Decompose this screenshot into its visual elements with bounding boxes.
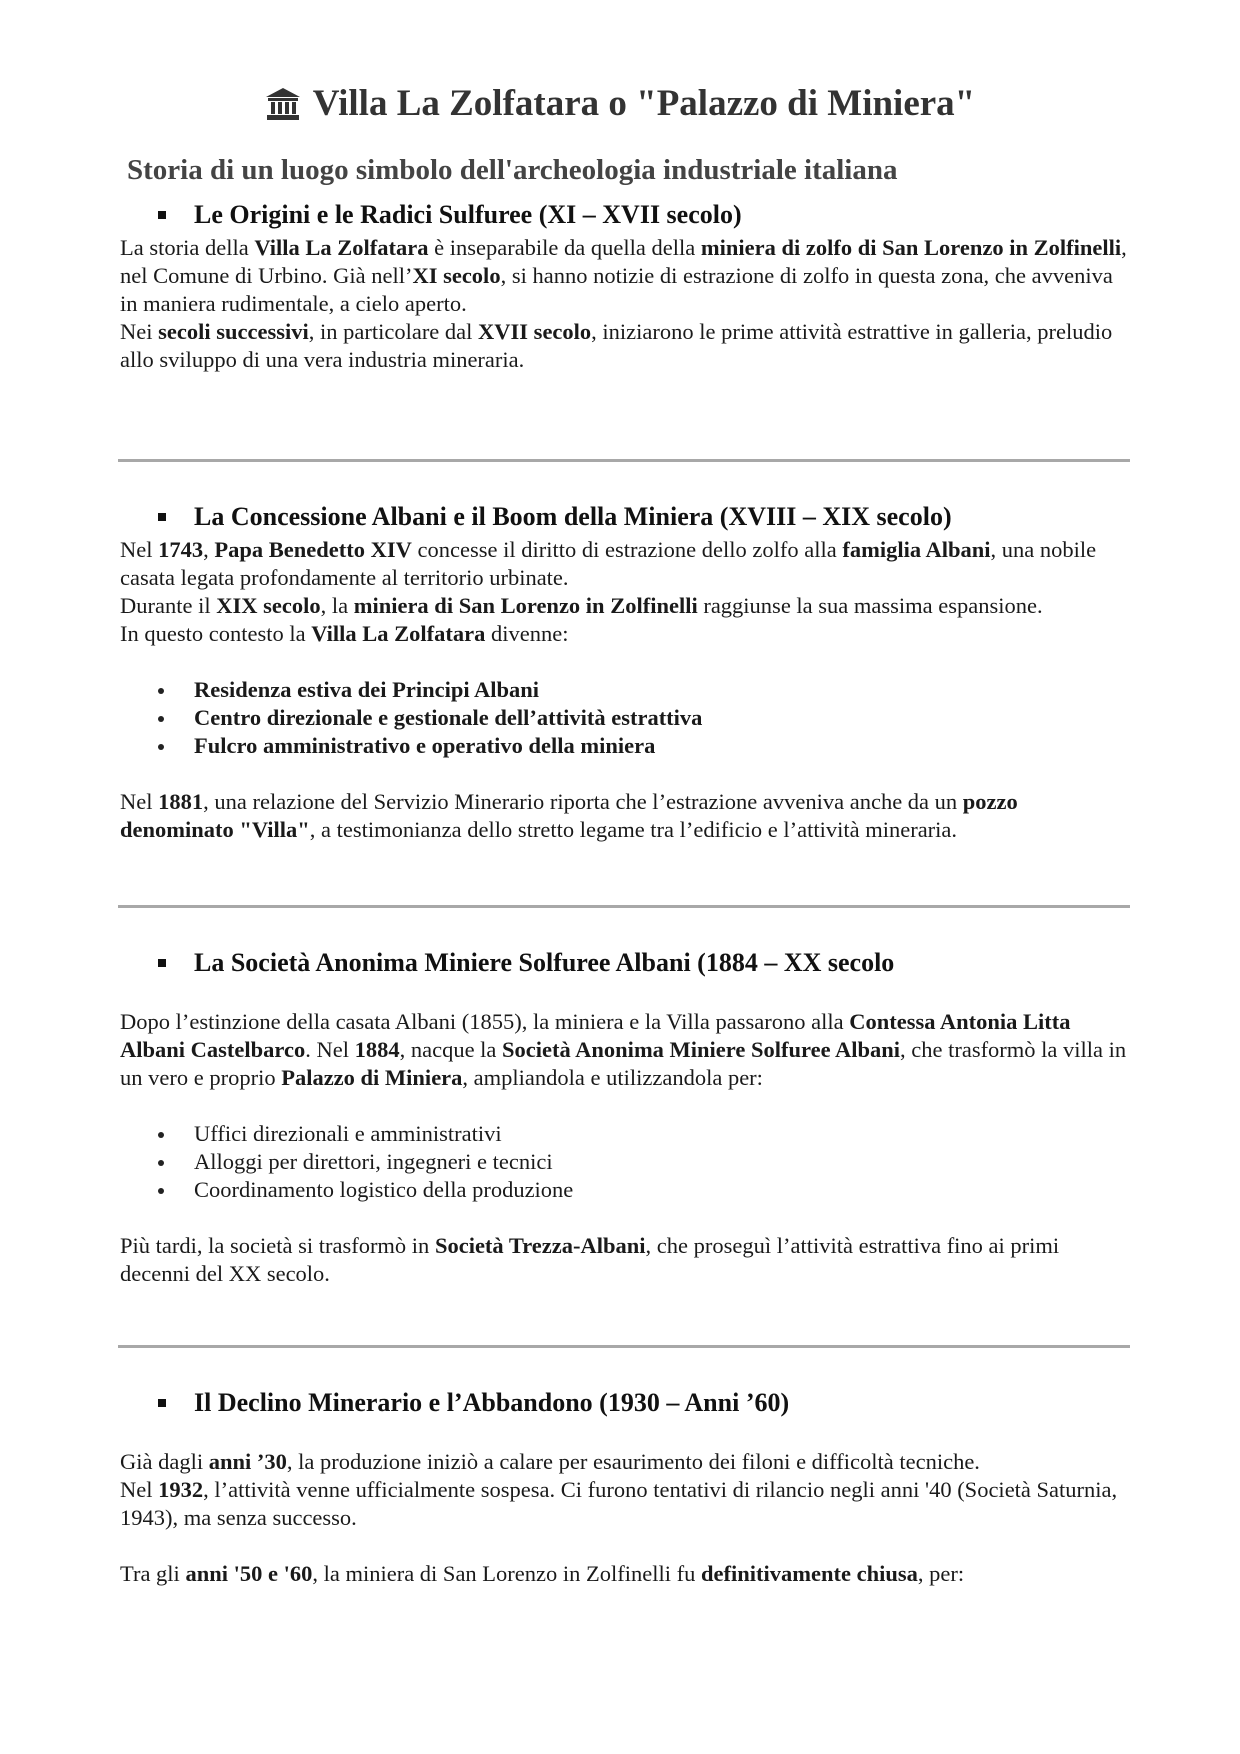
- section-albani-concession: [120, 500, 1130, 844]
- section-societa-anonima: [120, 946, 1130, 1288]
- list-item: Alloggi per direttori, ingegneri e tecnici: [120, 1148, 1130, 1176]
- title-text: Villa La Zolfatara o "Palazzo di Miniera": [312, 83, 976, 124]
- paragraph: Nei secoli successivi, in particolare dal XVII secolo, iniziarono le prime attività estrattive in galleria, preludio allo sviluppo di una vera industria mineraria.: [120, 319, 1113, 372]
- section-heading-text: Le Origini e le Radici Sulfuree (XI – XVII secolo): [194, 200, 742, 229]
- list-item: Coordinamento logistico della produzione: [120, 1176, 1130, 1204]
- square-bullet-icon: [158, 959, 166, 967]
- document-subtitle: Storia di un luogo simbolo dell'archeologia industriale italiana: [127, 154, 898, 186]
- section-heading: [120, 946, 1130, 980]
- paragraph: Più tardi, la società si trasformò in Società Trezza-Albani, che proseguì l’attività estrattiva fino ai primi decenni del XX secolo.: [120, 1233, 1060, 1286]
- paragraph: Dopo l’estinzione della casata Albani (1855), la miniera e la Villa passarono alla Contessa Antonia Litta Albani Castelbarco. Nel 1884, nacque la Società Anonima Miniere Solfuree Albani, che trasformò la villa in un vero e proprio Palazzo di Miniera, ampliandola e utilizzandola per:: [120, 1009, 1127, 1090]
- document-title: [0, 82, 1240, 125]
- square-bullet-icon: [158, 1399, 166, 1407]
- section-origins: [120, 198, 1130, 374]
- section-decline: [120, 1386, 1130, 1588]
- section-heading: [120, 500, 1130, 534]
- paragraph: In questo contesto la Villa La Zolfatara divenne:: [120, 621, 569, 646]
- classical-building-icon: [265, 87, 301, 121]
- section-heading-text: La Concessione Albani e il Boom della Miniera (XVIII – XIX secolo): [194, 502, 952, 531]
- list-item: Fulcro amministrativo e operativo della miniera: [120, 732, 1130, 760]
- list-item: Uffici direzionali e amministrativi: [120, 1120, 1130, 1148]
- section-heading-text: Il Declino Minerario e l’Abbandono (1930 – Anni ’60): [194, 1388, 790, 1417]
- paragraph: Tra gli anni '50 e '60, la miniera di San Lorenzo in Zolfinelli fu definitivamente chiusa, per:: [120, 1561, 965, 1586]
- bullet-list: [120, 1120, 1130, 1204]
- section-heading: [120, 1386, 1130, 1420]
- section-divider: [118, 1345, 1130, 1348]
- section-heading-text: La Società Anonima Miniere Solfuree Albani (1884 – XX secolo: [194, 948, 895, 977]
- square-bullet-icon: [158, 211, 166, 219]
- paragraph: Nel 1932, l’attività venne ufficialmente sospesa. Ci furono tentativi di rilancio negli anni '40 (Società Saturnia, 1943), ma senza successo.: [120, 1477, 1118, 1530]
- list-item: Centro direzionale e gestionale dell’attività estrattiva: [120, 704, 1130, 732]
- square-bullet-icon: [158, 513, 166, 521]
- section-divider: [118, 905, 1130, 908]
- bullet-list: [120, 676, 1130, 760]
- list-item: Residenza estiva dei Principi Albani: [120, 676, 1130, 704]
- paragraph: Durante il XIX secolo, la miniera di San Lorenzo in Zolfinelli raggiunse la sua massima espansione.: [120, 593, 1043, 618]
- section-divider: [118, 459, 1130, 462]
- paragraph: Già dagli anni ’30, la produzione iniziò a calare per esaurimento dei filoni e difficoltà tecniche.: [120, 1449, 980, 1474]
- paragraph: Nel 1881, una relazione del Servizio Minerario riporta che l’estrazione avveniva anche da un pozzo denominato "Villa", a testimonianza dello stretto legame tra l’edificio e l’attività mineraria.: [120, 789, 1018, 842]
- paragraph: La storia della Villa La Zolfatara è inseparabile da quella della miniera di zolfo di San Lorenzo in Zolfinelli, nel Comune di Urbino. Già nell’XI secolo, si hanno notizie di estrazione di zolfo in questa zona, che avveniva in maniera rudimentale, a cielo aperto.: [120, 235, 1127, 316]
- paragraph: Nel 1743, Papa Benedetto XIV concesse il diritto di estrazione dello zolfo alla famiglia Albani, una nobile casata legata profondamente al territorio urbinate.: [120, 537, 1097, 590]
- section-heading: [120, 198, 1130, 232]
